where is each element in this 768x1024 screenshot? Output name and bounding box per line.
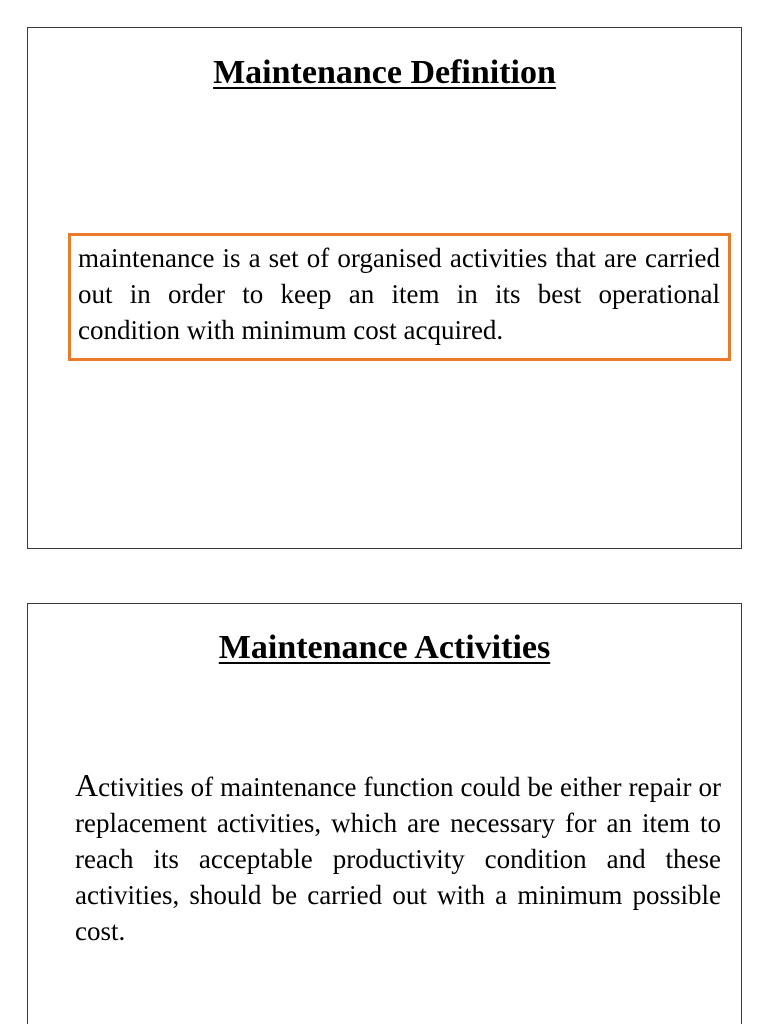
- definition-text: maintenance is a set of organised activities that are carried out in order to keep an item in its best operational condition with minimum cost acquired.: [78, 243, 720, 345]
- definition-box: [68, 233, 731, 361]
- slide-title: [28, 53, 741, 93]
- slide-maintenance-activities: [27, 603, 742, 1024]
- slide-title: [28, 628, 741, 668]
- activities-text: Activities of maintenance function could be either repair or replacement activities, which are necessary for an item to reach its acceptable productivity condition and these activities, should be carried out with a minimum possible cost.: [75, 767, 721, 946]
- slide-maintenance-definition: [27, 27, 742, 549]
- slide-title-text: Maintenance Definition: [213, 54, 556, 91]
- slide-title-text: Maintenance Activities: [218, 629, 551, 666]
